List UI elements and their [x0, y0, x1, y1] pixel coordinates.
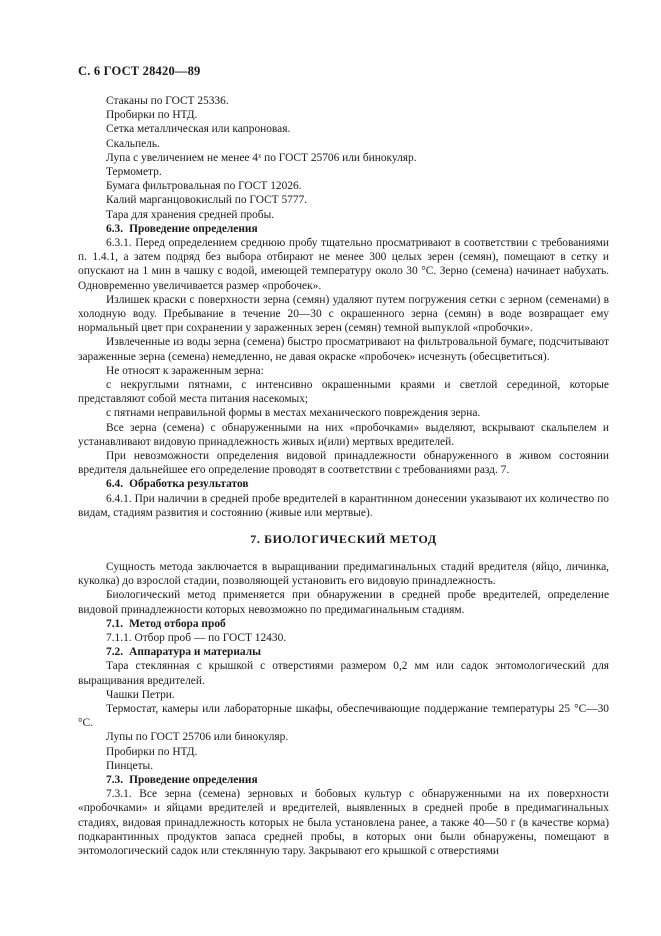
subsection-number: 6.4.: [106, 478, 124, 491]
paragraph: Тара стеклянная с крышкой с отверстиями размером 0,2 мм или садок энтомологический для выращивания вредителей.: [78, 660, 609, 687]
subsection-title: Проведение определения: [129, 774, 258, 787]
subsection-number: 7.3.: [106, 774, 124, 787]
paragraph: с некруглыми пятнами, с интенсивно окрашенными краями и светлой серединой, которые представляют собой места питания насекомых;: [78, 379, 609, 406]
document-body-part1: [78, 94, 609, 520]
list-line: Лупы по ГОСТ 25706 или бинокуляр.: [106, 731, 289, 744]
list-line: Лупа с увеличением не менее 4ˣ по ГОСТ 25706 или бинокуляр.: [106, 151, 417, 164]
list-line: Тара для хранения средней пробы.: [106, 208, 275, 221]
list-line: Пробирки по НТД.: [106, 109, 198, 122]
subsection-heading: [106, 222, 609, 236]
list-line: Термометр.: [106, 166, 162, 179]
paragraph: Термостат, камеры или лабораторные шкафы, обеспечивающие поддержание температуры 25 °С—30 °С.: [78, 703, 609, 730]
paragraph: Биологический метод применяется при обнаружении в средней пробе вредителей, определение видовой принадлежности которых невозможно по предимагинальным стадиям.: [78, 589, 609, 616]
list-line: 7.1.1. Отбор проб — по ГОСТ 12430.: [106, 632, 287, 645]
subsection-number: 7.1.: [106, 617, 124, 630]
section-heading-wrap: [78, 532, 609, 546]
subsection-heading: [106, 617, 609, 631]
list-line: Пробирки по НТД.: [106, 745, 198, 758]
page-header: С. 6 ГОСТ 28420—89: [78, 64, 201, 78]
list-line: Скальпель.: [106, 137, 160, 150]
subsection-heading: [106, 645, 609, 659]
paragraph: 6.4.1. При наличии в средней пробе вредителей в карантинном донесении указывают их количество по видам, стадиям развития и состоянию (живые или мертвые).: [78, 492, 609, 519]
paragraph: 6.3.1. Перед определением среднюю пробу тщательно просматривают в соответствии с требованиями п. 1.4.1, а затем подряд без выбора отбирают не менее 300 целых зерен (семян), помещают в сетку и опускают на 1 мин в чашку с водой, имеющей температуру около 30 °С. Зерно (семена) начинает набухать. Одновременно увеличивается размер «пробочек».: [78, 237, 609, 292]
list-line: Пинцеты.: [106, 759, 154, 772]
subsection-title: Аппаратура и материалы: [129, 646, 262, 659]
paragraph: При невозможности определения видовой принадлежности обнаруженного в живом состоянии вредителя дальнейшее его определение проводят в соответствии с требованиями разд. 7.: [78, 450, 609, 477]
paragraph: Извлеченные из воды зерна (семена) быстро просматривают на фильтровальной бумаге, подсчитывают зараженные зерна (семена) немедленно, не давая окраске «пробочек» исчезнуть (обесцветиться).: [78, 336, 609, 363]
list-line: Сетка металлическая или капроновая.: [106, 123, 291, 136]
paragraph: Излишек краски с поверхности зерна (семян) удаляют путем погружения сетки с зерном (семенами) в холодную воду. Пребывание в течение 20—30 с окрашенного зерна (семян) в воде возвращает ему нормальный цвет при сохранении у зараженных зерен (семян) темной выпуклой «пробочки».: [78, 293, 609, 335]
paragraph: 7.3.1. Все зерна (семена) зерновых и бобовых культур с обнаруженными на их поверхности «пробочками» и яйцами вредителей и вредителей, выявленных в средней пробе в предимагинальных стадиях, видовая принадлежность которых не была установлена ранее, а также 40—50 г (в качестве корма) подкарантинных продуктов запаса средней пробы, в которых они были обнаружены, помещают в энтомологический садок или стеклянную тару. Закрывают его крышкой с отверстиями: [78, 788, 609, 858]
subsection-heading: [106, 477, 609, 491]
list-line: с пятнами неправильной формы в местах механического повреждения зерна.: [106, 407, 481, 420]
list-line: Стаканы по ГОСТ 25336.: [106, 95, 229, 107]
list-line: Калий марганцовокислый по ГОСТ 5777.: [106, 194, 308, 207]
list-line: Бумага фильтровальная по ГОСТ 12026.: [106, 180, 302, 193]
paragraph: Все зерна (семена) с обнаруженными на них «пробочками» выделяют, вскрывают скальпелем и устанавливают видовую принадлежность живых и(или) мертвых вредителей.: [78, 421, 609, 448]
subsection-title: Обработка результатов: [129, 478, 249, 491]
section-7-title: 7. БИОЛОГИЧЕСКИЙ МЕТОД: [250, 532, 437, 546]
subsection-number: 6.3.: [106, 222, 124, 235]
list-line: Чашки Петри.: [106, 688, 175, 701]
subsection-title: Метод отбора проб: [129, 617, 226, 630]
subsection-heading: [106, 773, 609, 787]
subsection-title: Проведение определения: [129, 222, 258, 235]
document-body-part2: [78, 560, 609, 858]
subsection-number: 7.2.: [106, 646, 124, 659]
list-line: Не относят к зараженным зерна:: [106, 364, 264, 377]
paragraph: Сущность метода заключается в выращивании предимагинальных стадий вредителя (яйцо, личинка, куколка) до взрослой стадии, позволяющей установить его видовую принадлежность.: [78, 561, 609, 588]
